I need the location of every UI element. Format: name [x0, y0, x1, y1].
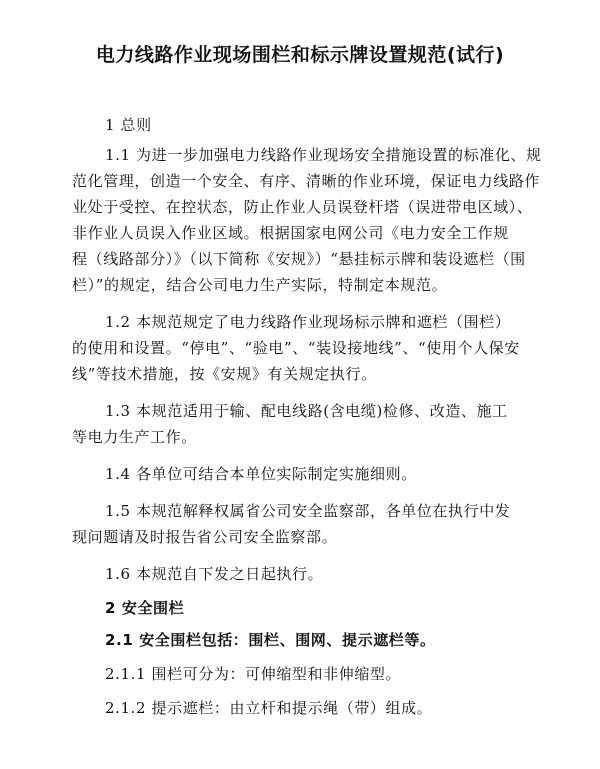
paragraph-line: 1.1 为进一步加强电力线路作业现场安全措施设置的标准化、规: [105, 146, 542, 164]
paragraph-line: 非作业人员误入作业区域。根据国家电网公司《电力安全工作规: [72, 224, 509, 242]
document-title: 电力线路作业现场围栏和标示牌设置规范(试行): [95, 44, 505, 66]
section-1-heading: 1 总则: [105, 116, 152, 134]
section-2-heading: 2 安全围栏: [105, 599, 185, 617]
paragraph-line: 2.1.1 围栏可分为：可伸缩型和非伸缩型。: [105, 665, 402, 683]
paragraph-line: 线”等技术措施，按《安规》有关规定执行。: [72, 365, 377, 383]
paragraph-line-bold: 2.1 安全围栏包括：围栏、围网、提示遮栏等。: [105, 631, 436, 649]
paragraph-line: 等电力生产工作。: [72, 428, 197, 446]
paragraph-line: 程（线路部分）》（以下简称《安规》）“悬挂标示牌和装设遮栏（围: [72, 250, 526, 268]
paragraph-line: 1.3 本规范适用于输、配电线路(含电缆)检修、改造、施工: [105, 402, 508, 420]
paragraph-line: 1.5 本规范解释权属省公司安全监察部，各单位在执行中发: [105, 502, 511, 520]
paragraph-line: 2.1.2 提示遮栏：由立杆和提示绳（带）组成。: [105, 699, 433, 717]
paragraph-line: 范化管理，创造一个安全、有序、清晰的作业环境，保证电力线路作: [72, 172, 541, 190]
paragraph-line: 1.6 本规范自下发之日起执行。: [105, 565, 324, 583]
paragraph-line: 栏）”的规定，结合公司电力生产实际，特制定本规范。: [72, 276, 448, 294]
paragraph-line: 业处于受控、在控状态，防止作业人员误登杆塔（误进带电区域）、: [72, 198, 533, 216]
paragraph-line: 现问题请及时报告省公司安全监察部。: [72, 528, 338, 546]
paragraph-line: 1.2 本规范规定了电力线路作业现场标示牌和遮栏（围栏）: [105, 313, 511, 331]
paragraph-line: 的使用和设置。“停电”、“验电”、“装设接地线”、“使用个人保安: [72, 339, 520, 357]
paragraph-line: 1.4 各单位可结合本单位实际制定实施细则。: [105, 465, 417, 483]
